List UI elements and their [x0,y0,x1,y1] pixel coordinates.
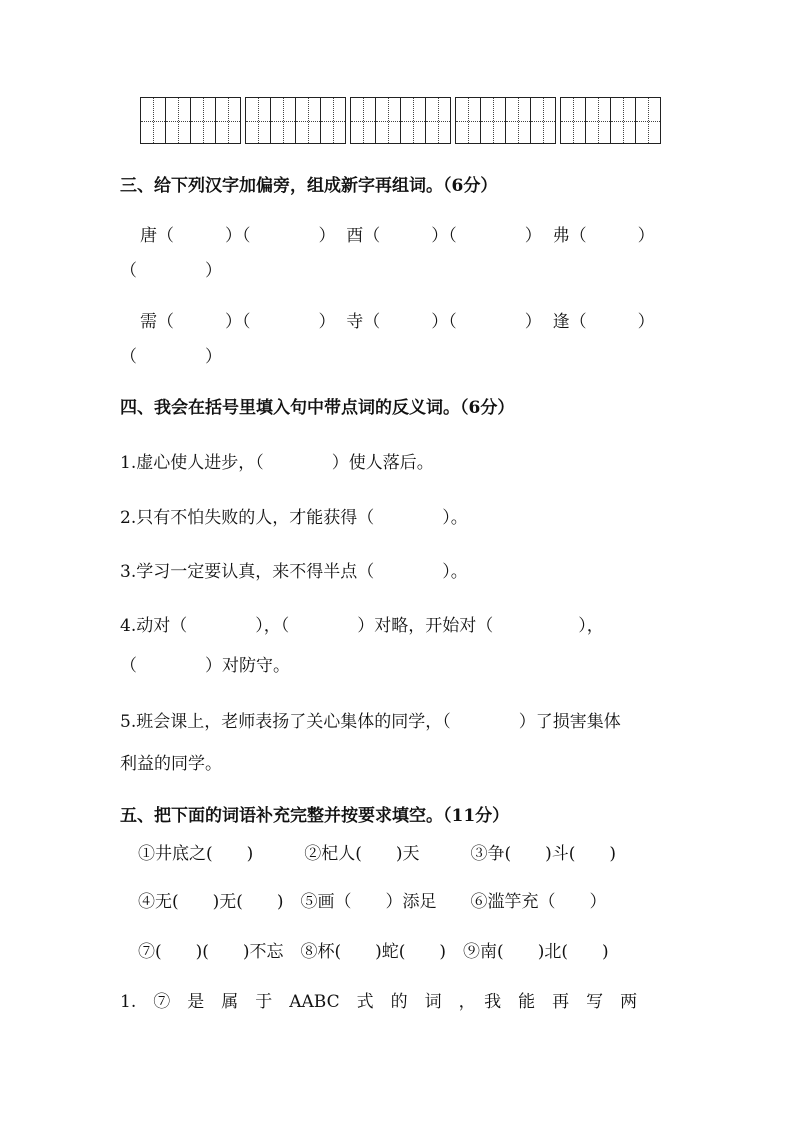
grid-cell [165,98,190,143]
section3-row1: 唐（ ）（ ） 酉（ ）（ ） 弗（ ） [140,226,655,246]
grid-block [455,97,556,144]
grid-cell [400,98,425,143]
grid-cell [425,98,450,143]
section3-row1-wrap: （ ） [120,261,222,281]
section4-question-1: 1.虚心使人进步，（ ）使人落后。 [120,453,434,473]
section4-question-5: 5.班会课上，老师表扬了关心集体的同学，（ ）了损害集体 [120,712,621,732]
section4-heading: 四、我会在括号里填入句中带点词的反义词。（6分） [120,398,515,418]
section4-question-2: 2.只有不怕失败的人，才能获得（ ）。 [120,508,468,528]
section4-question-5-wrap: 利益的同学。 [120,754,222,774]
grid-cell [610,98,635,143]
section4-question-4: 4.动对（ ），（ ）对略，开始对（ ）， [120,616,604,636]
section5-row3: ⑦( )( )不忘 ⑧杯( )蛇( ) ⑨南( )北( ) [138,942,609,962]
section4-question-4-wrap: （ ）对防守。 [120,656,290,676]
grid-cell [505,98,530,143]
section3-heading: 三、给下列汉字加偏旁，组成新字再组词。（6分） [120,176,498,196]
grid-cell [320,98,345,143]
grid-cell [530,98,555,143]
section3-row2: 需（ ）（ ） 寺（ ）（ ） 逢（ ） [140,312,655,332]
section5-row2: ④无( )无( ) ⑤画（ ）添足 ⑥滥竽充（ ） [138,892,607,912]
grid-block [560,97,661,144]
grid-cell [375,98,400,143]
grid-block [245,97,346,144]
grid-cell [295,98,320,143]
grid-cell [215,98,240,143]
grid-cell [246,98,270,143]
grid-cell [190,98,215,143]
section5-heading: 五、把下面的词语补充完整并按要求填空。（11分） [120,806,510,826]
grid-block [350,97,451,144]
section3-row2-wrap: （ ） [120,347,222,367]
grid-cell [635,98,660,143]
writing-grid [140,97,661,144]
grid-cell [270,98,295,143]
grid-cell [351,98,375,143]
section5-question-1: 1. ⑦ 是 属 于 AABC 式 的 词 ， 我 能 再 写 两 [120,992,638,1012]
grid-cell [141,98,165,143]
section4-question-3: 3.学习一定要认真，来不得半点（ ）。 [120,562,468,582]
grid-cell [480,98,505,143]
grid-cell [561,98,585,143]
grid-cell [585,98,610,143]
grid-block [140,97,241,144]
section5-row1: ①井底之( ) ②杞人( )天 ③争( )斗( ) [138,844,617,864]
grid-cell [456,98,480,143]
